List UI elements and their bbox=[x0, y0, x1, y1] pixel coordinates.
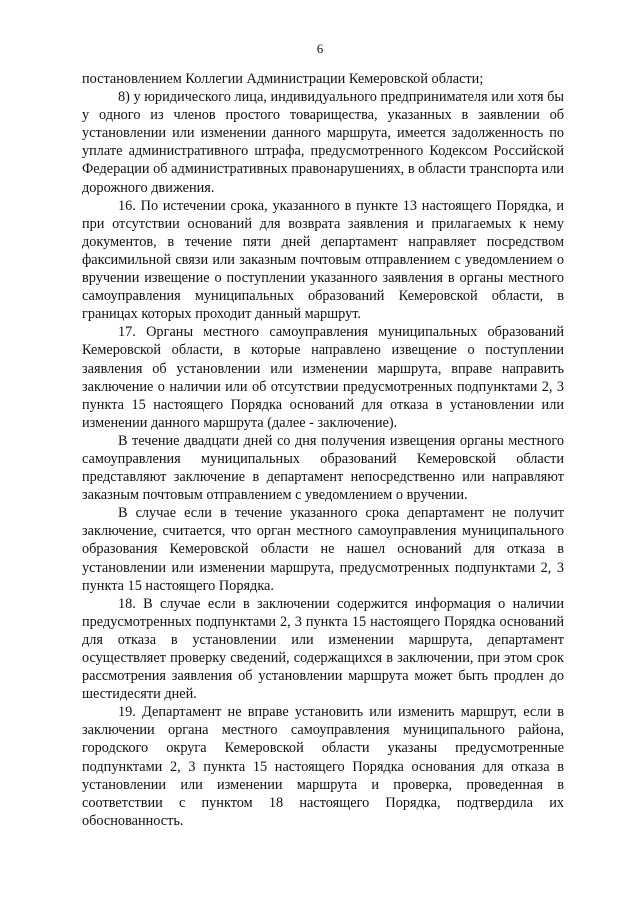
paragraph: 8) у юридического лица, индивидуального предпринимателя или хотя бы у одного из членов простого товарищества, указанных в заявлении об установлении или изменении данного маршрута, имеется задолженность по уплате административного штрафа, предусмотренного Кодексом Российской Федерации об административных правонарушениях, в области транспорта или дорожного движения. bbox=[82, 89, 564, 196]
page-number: 6 bbox=[316, 41, 324, 56]
paragraph: В случае если в течение указанного срока департамент не получит заключение, считается, что орган местного самоуправления муниципального образования Кемеровской области не нашел оснований для отказа в установлении или изменении маршрута, предусмотренных подпунктами 2, 3 пункта 15 настоящего Порядка. bbox=[82, 505, 564, 594]
paragraph: 17. Органы местного самоуправления муниципальных образований Кемеровской области, в которые направлено извещение о поступлении заявления об установлении или изменении маршрута, вправе направить заключение о наличии или об отсутствии предусмотренных подпунктами 2, 3 пункта 15 настоящего Порядка оснований для отказа в установлении или изменении данного маршрута (далее - заключение). bbox=[82, 324, 564, 431]
paragraph: 18. В случае если в заключении содержится информация о наличии предусмотренных подпунктами 2, 3 пункта 15 настоящего Порядка оснований для отказа в установлении или изменении маршрута, департамент осуществляет проверку сведений, содержащихся в заключении, при этом срок рассмотрения заявления об установлении маршрута может быть продлен до шестидесяти дней. bbox=[82, 595, 564, 703]
paragraph: 19. Департамент не вправе установить или изменить маршрут, если в заключении органа местного самоуправления муниципального района, городского округа Кемеровской области указаны предусмотренные подпунктами 2, 3 пункта 15 настоящего Порядка основания для отказа в установлении или изменении маршрута и проверка, проведенная в соответствии с пунктом 18 настоящего Порядка, подтвердила их обоснованность. bbox=[82, 704, 564, 829]
paragraph: постановлением Коллегии Администрации Кемеровской области; bbox=[82, 71, 484, 87]
paragraph: 16. По истечении срока, указанного в пункте 13 настоящего Порядка, и при отсутствии оснований для возврата заявления и прилагаемых к нему документов, в течение пяти дней департамент направляет посредством факсимильной связи или заказным почтовым отправлением с уведомлением о вручении извещение о поступлении указанного заявления в органы местного самоуправления муниципальных образований Кемеровской области, в границах которых проходит данный маршрут. bbox=[82, 197, 564, 323]
document-body bbox=[82, 70, 564, 830]
paragraph: В течение двадцати дней со дня получения извещения органы местного самоуправления муниципальных образований Кемеровской области представляют заключение в департамент непосредственно или направляют заказным почтовым отправлением с уведомлением о вручении. bbox=[82, 432, 564, 504]
